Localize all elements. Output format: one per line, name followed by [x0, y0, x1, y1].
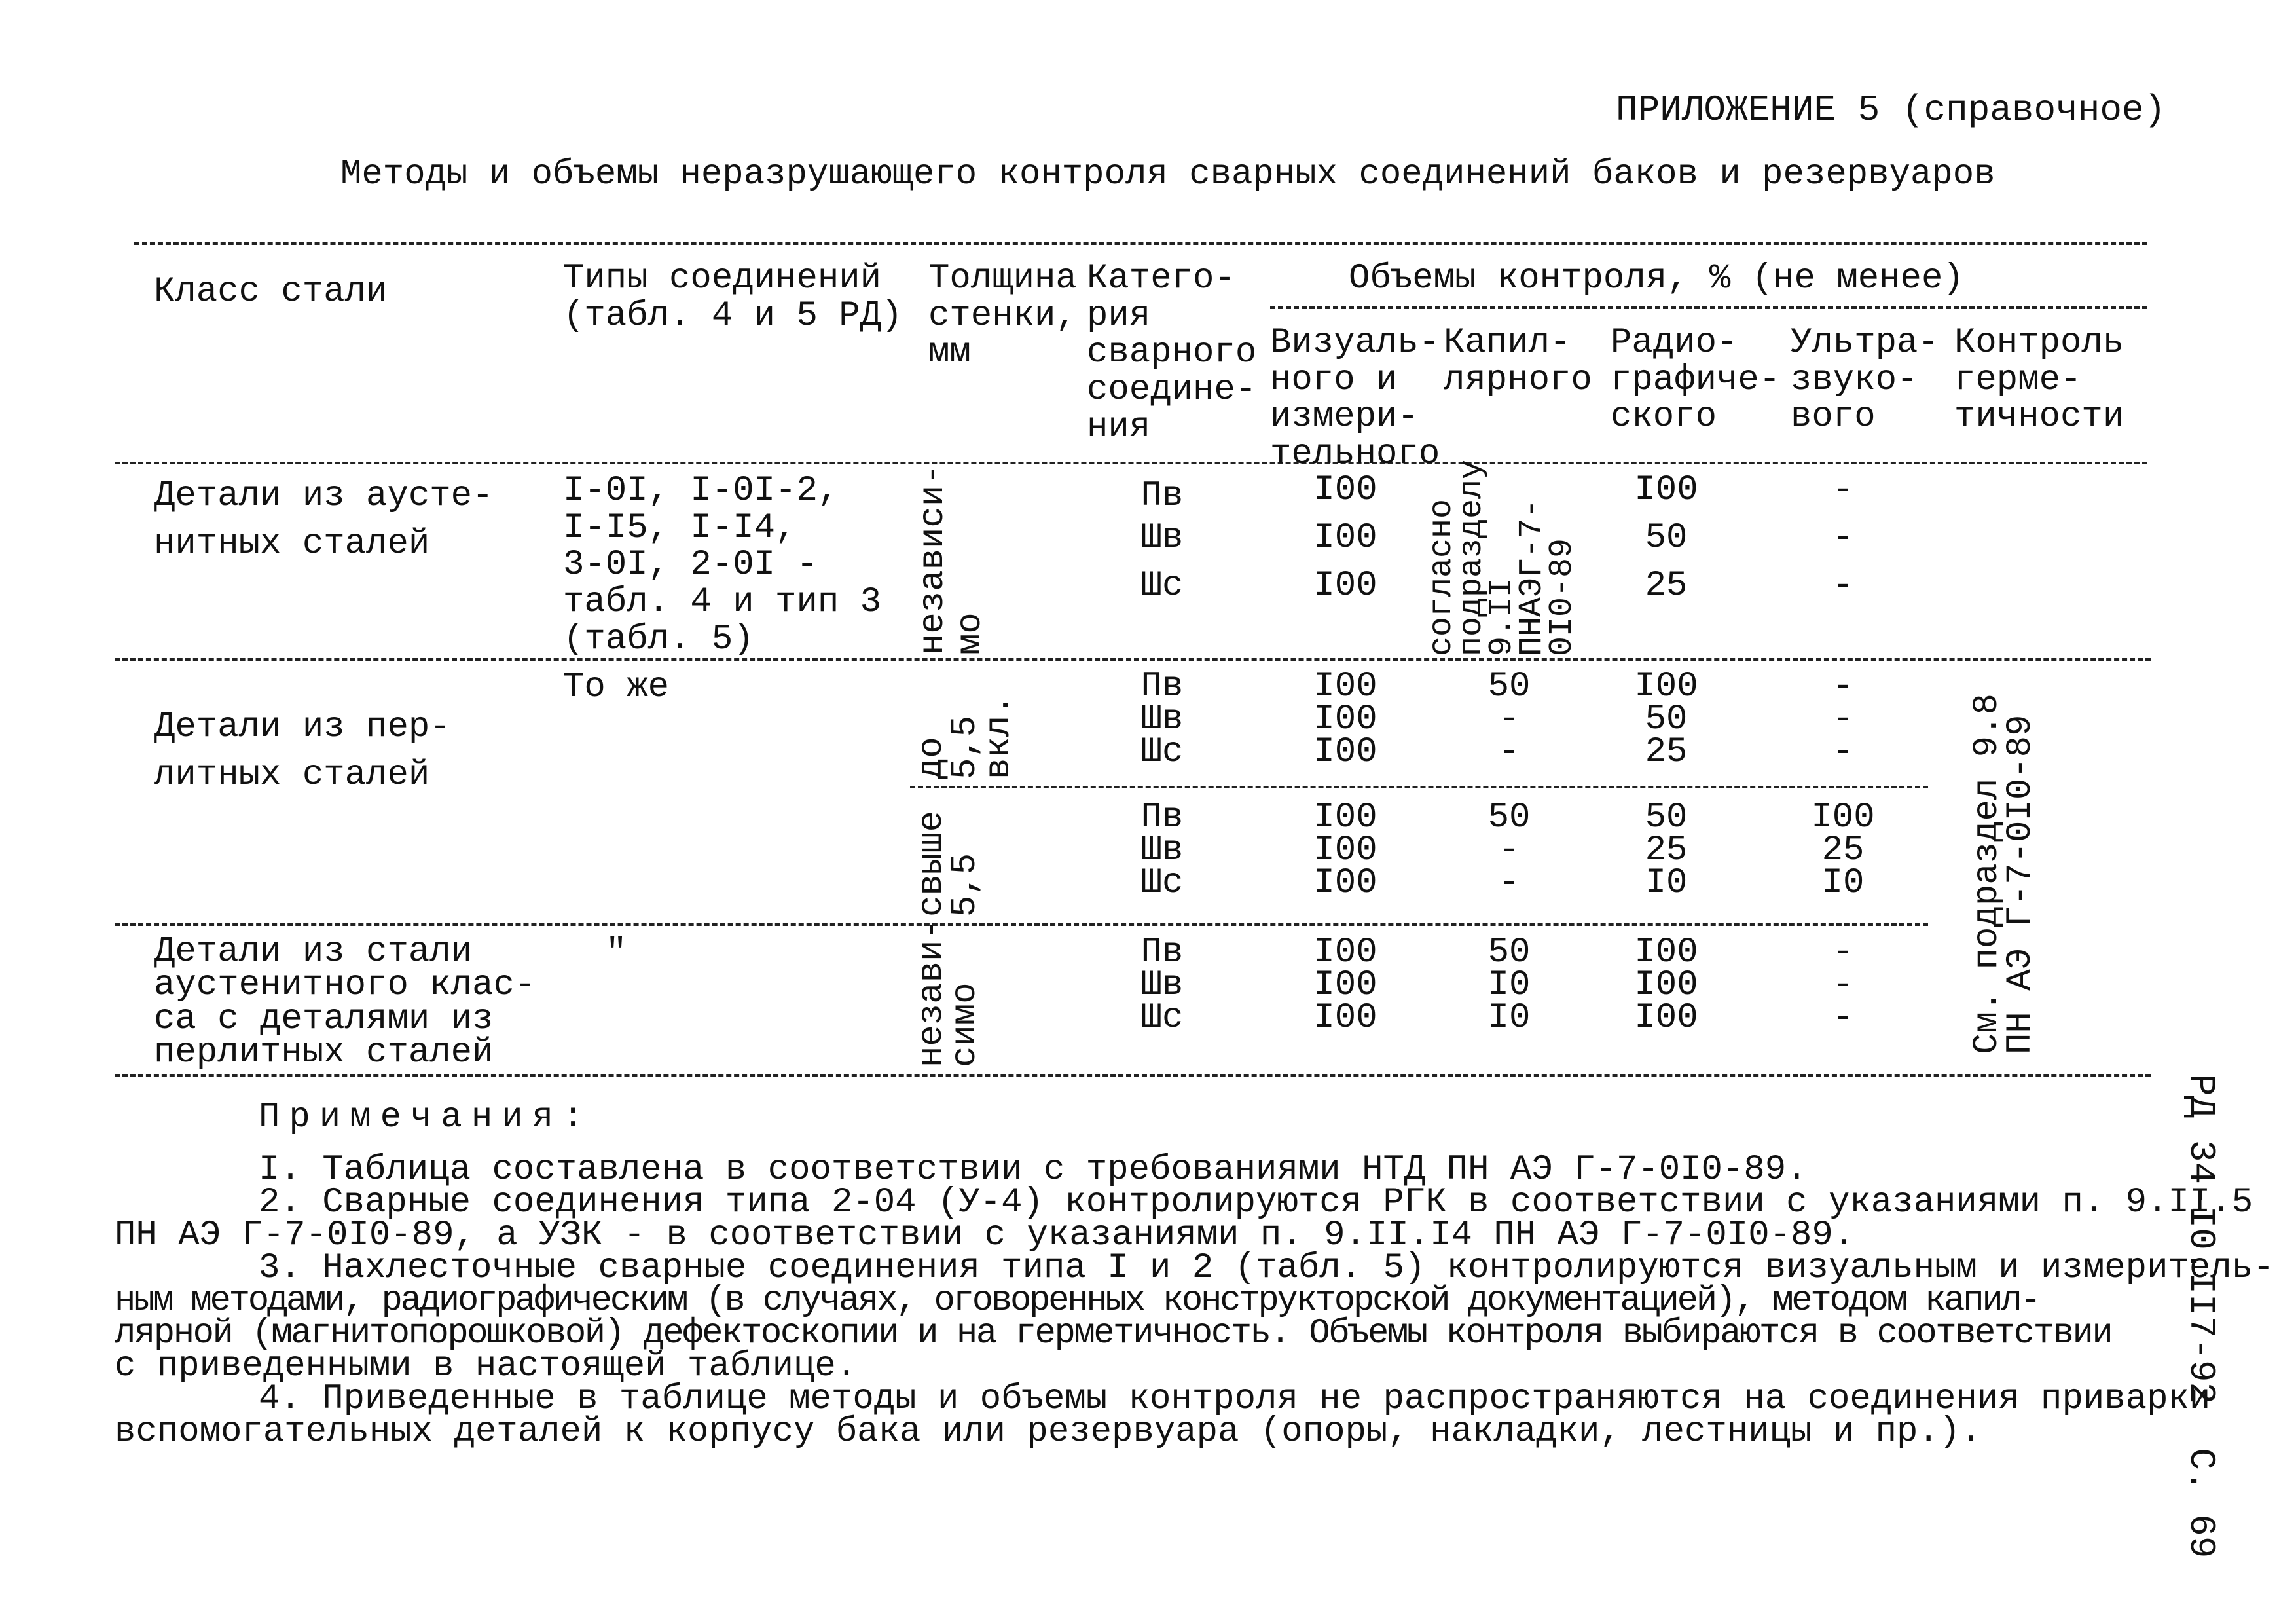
row3-radio-2: I00	[1634, 998, 1698, 1038]
row1-visual-2: I00	[1313, 566, 1377, 606]
row2-sub-rule	[910, 786, 1928, 788]
header-joint-types: Типы соединений (табл. 4 и 5 РД)	[563, 259, 903, 336]
table-top-rule	[134, 242, 2147, 245]
row1-ultra-2: -	[1832, 566, 1854, 606]
row1-radio-1: 50	[1645, 518, 1688, 558]
volumes-group-rule	[1270, 306, 2147, 309]
row2b-visual-0: I00	[1313, 798, 1377, 838]
row3-cat-1: Шв	[1140, 965, 1184, 1005]
note-2-cont: ПН АЭ Г-7-0I0-89, а УЗК - в соответствии с указаниями п. 9.II.I4 ПН АЭ Г-7-0I0-89.	[115, 1215, 1855, 1255]
header-thickness: Толщина стенки, мм	[928, 259, 1077, 373]
row2b-visual-2: I00	[1313, 863, 1377, 903]
row1-visual-0: I00	[1313, 470, 1377, 510]
row3-steel-class: Детали из стали аустенитного клас- са с деталями из перлитных сталей	[154, 932, 536, 1073]
row2b-cap-1: -	[1498, 830, 1520, 870]
row3-ultra-2: -	[1832, 998, 1854, 1038]
row2b-cat-0: Пв	[1140, 798, 1184, 838]
row2a-cap-1: -	[1498, 699, 1520, 739]
leak-control-note: См. подраздел 9.8 ПН АЭ Г-7-0I0-89	[1967, 693, 2041, 1054]
row3-visual-1: I00	[1313, 965, 1377, 1005]
row1-radio-0: I00	[1634, 470, 1698, 510]
row2b-radio-0: 50	[1645, 798, 1688, 838]
row1-cat-2: Шс	[1140, 566, 1184, 606]
row2b-ultra-2: I0	[1821, 863, 1865, 903]
row1-capillary-note: согласно подразделу 9.II ПНАЭГ-7- 0I0-89	[1423, 459, 1581, 656]
row2b-visual-1: I00	[1313, 830, 1377, 870]
note-3: 3. Нахлесточные сварные соединения типа I и 2 (табл. 5) контролируются визуальным и измеритель-	[259, 1248, 2274, 1288]
row2b-cap-0: 50	[1487, 798, 1531, 838]
row1-thickness: независи- мо	[913, 464, 991, 655]
row1-cat-1: Шв	[1140, 518, 1184, 558]
header-bottom-rule	[115, 462, 2147, 464]
row2b-radio-2: I0	[1645, 863, 1688, 903]
header-category: Катего- рия сварного соедине- ния	[1087, 259, 1257, 447]
note-3-cont-1: ным методами, радиографическим (в случаях, оговоренных конструкторской документацией), методом капил-	[115, 1281, 2039, 1321]
row2-joint-types: То же	[563, 667, 670, 707]
row2a-ultra-1: -	[1832, 699, 1854, 739]
row3-cap-1: I0	[1487, 965, 1531, 1005]
row2b-cat-1: Шв	[1140, 830, 1184, 870]
row2a-cap-0: 50	[1487, 667, 1531, 707]
row2b-ultra-0: I00	[1811, 798, 1875, 838]
row2a-ultra-0: -	[1832, 667, 1854, 707]
header-steel-class: Класс стали	[154, 272, 388, 312]
note-3-cont-3: с приведенными в настоящей таблице.	[115, 1346, 858, 1386]
row2a-cat-2: Шс	[1140, 732, 1184, 772]
row2a-radio-2: 25	[1645, 732, 1688, 772]
header-volumes-group: Объемы контроля, % (не менее)	[1349, 259, 1964, 299]
row2a-radio-1: 50	[1645, 699, 1688, 739]
row3-cap-2: I0	[1487, 998, 1531, 1038]
row1-ultra-1: -	[1832, 518, 1854, 558]
appendix-label: ПРИЛОЖЕНИЕ 5 (справочное)	[1616, 89, 2166, 131]
row2b-radio-1: 25	[1645, 830, 1688, 870]
row3-visual-2: I00	[1313, 998, 1377, 1038]
row2a-visual-2: I00	[1313, 732, 1377, 772]
note-4: 4. Приведенные в таблице методы и объемы контроля не распространяются на соединения приварки	[259, 1379, 2211, 1419]
row2a-visual-0: I00	[1313, 667, 1377, 707]
row1-steel-class: Детали из аусте- нитных сталей	[154, 476, 494, 564]
row3-radio-1: I00	[1634, 965, 1698, 1005]
row3-cap-0: 50	[1487, 932, 1531, 972]
note-4-cont: вспомогательных деталей к корпусу бака или резервуара (опоры, накладки, лестницы и пр.).	[115, 1412, 1982, 1452]
row3-joint-types: "	[606, 933, 627, 973]
row1-radio-2: 25	[1645, 566, 1688, 606]
note-2: 2. Сварные соединения типа 2-04 (У-4) контролируются РГК в соответствии с указаниями п. 9.II.5	[259, 1183, 2253, 1223]
row2b-cap-2: -	[1498, 863, 1520, 903]
row1-ultra-0: -	[1832, 470, 1854, 510]
row2a-cat-1: Шв	[1140, 699, 1184, 739]
row2b-ultra-1: 25	[1821, 830, 1865, 870]
row2a-thickness: до 5,5 вкл.	[912, 694, 1019, 779]
row2-steel-class: Детали из пер- литных сталей	[154, 707, 451, 795]
row3-cat-2: Шс	[1140, 998, 1184, 1038]
row2-bottom-rule	[115, 923, 1928, 926]
row3-radio-0: I00	[1634, 932, 1698, 972]
header-visual: Визуаль- ного и измери- тельного	[1270, 323, 1440, 475]
table-bottom-rule	[115, 1074, 2151, 1077]
note-3-cont-2: лярной (магнитопорошковой) дефектоскопии и на герметичность. Объемы контроля выбираются в соответствии	[115, 1314, 2112, 1354]
row1-visual-1: I00	[1313, 518, 1377, 558]
row1-cat-0: Пв	[1140, 476, 1184, 516]
row2a-cap-2: -	[1498, 732, 1520, 772]
row3-ultra-0: -	[1832, 932, 1854, 972]
document-code-page-number: РД 34-I0.II7-92 С. 69	[2180, 1074, 2222, 1559]
row2a-cat-0: Пв	[1140, 667, 1184, 707]
row3-thickness: незави- симо	[912, 919, 986, 1067]
row1-bottom-rule	[115, 658, 2151, 661]
notes-heading: Примечания:	[259, 1098, 593, 1137]
row2b-thickness: свыше 5,5	[912, 810, 986, 917]
row1-joint-types: I-0I, I-0I-2, I-I5, I-I4, 3-0I, 2-0I - табл. 4 и тип 3 (табл. 5)	[563, 471, 882, 659]
row2a-visual-1: I00	[1313, 699, 1377, 739]
note-1: I. Таблица составлена в соответствии с требованиями НТД ПН АЭ Г-7-0I0-89.	[259, 1150, 1808, 1190]
header-leak: Контроль герме- тичности	[1954, 323, 2124, 437]
row2a-radio-0: I00	[1634, 667, 1698, 707]
row2a-ultra-2: -	[1832, 732, 1854, 772]
row3-visual-0: I00	[1313, 932, 1377, 972]
page-title: Методы и объемы неразрушающего контроля сварных соединений баков и резервуаров	[340, 155, 1995, 194]
row2b-cat-2: Шс	[1140, 863, 1184, 903]
header-capillary: Капил- лярного	[1444, 323, 1592, 400]
row3-cat-0: Пв	[1140, 932, 1184, 972]
header-ultrasonic: Ультра- звуко- вого	[1791, 323, 1939, 437]
header-radiographic: Радио- графиче- ского	[1611, 323, 1781, 437]
row3-ultra-1: -	[1832, 965, 1854, 1005]
